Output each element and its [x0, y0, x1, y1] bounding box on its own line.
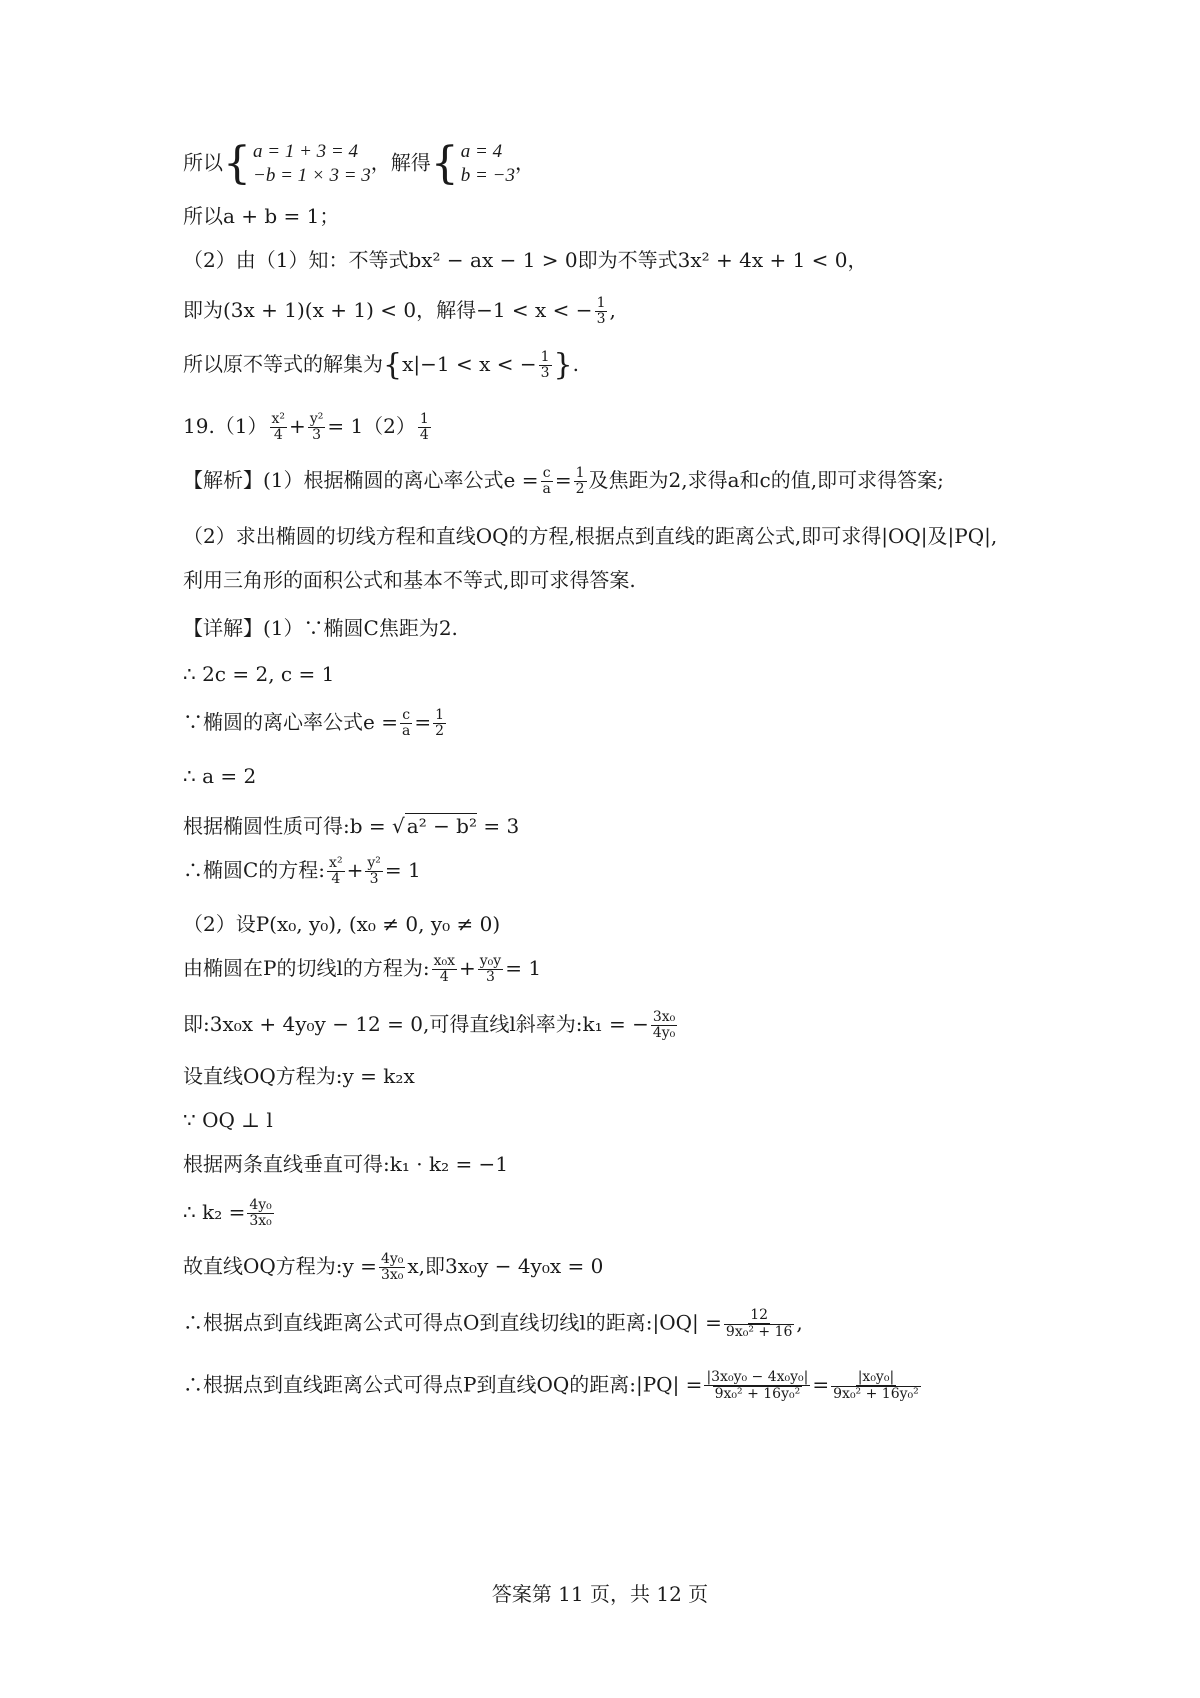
line-tangent-equation: 由椭圆在P的切线l的方程为: $\frac{\text{x₀x}}{4}$ + $\frac{\text{y₀y}}{3}$ = 1	[183, 953, 542, 985]
line-factor-solve: 即为(3x + 1)(x + 1) < 0，解得−1 < x < − $\frac{1}{3}$ ,	[183, 295, 616, 327]
line-detail-2: ∴ 2c = 2, c = 1	[183, 662, 335, 686]
line-system-solution: 所以 { a = 1 + 3 = 4 −b = 1 × 3 = 3 ，解得 { a = 4 b = −3 ，	[183, 138, 535, 189]
line-k2: ∴ k₂ = $\frac{\text{4y₀}}{\text{3x₀}}$	[183, 1197, 272, 1229]
line-part2-inequality: （2）由（1）知：不等式bx² − ax − 1 > 0即为不等式3x² + 4x + 1 < 0，	[183, 248, 868, 272]
line-ellipse-equation: ∴椭圆C的方程: $\frac{\text{x²}}{4}$ + $\frac{\text{y²}}{3}$ = 1	[183, 855, 421, 887]
line-q19-answer: 19.（1） $\frac{\text{x²}}{4}$ + $\frac{\text{y²}}{3}$ = 1（2） $\frac{1}{4}$	[183, 411, 429, 443]
line-analysis-3: 利用三角形的面积公式和基本不等式,即可求得答案.	[183, 568, 636, 592]
line-analysis-1: 【解析】(1）根据椭圆的离心率公式e = $\frac{c}{a}$ = $\frac{1}{2}$ 及焦距为2,求得a和c的值,即可求得答案;	[183, 465, 944, 497]
line-detail-a: ∴ a = 2	[183, 764, 257, 788]
line-detail-1: 【详解】(1）∵椭圆C焦距为2.	[183, 616, 458, 640]
line-slope-k1: 即:3x₀x + 4y₀y − 12 = 0,可得直线l斜率为:k₁ = − $\frac{\text{3x₀}}{\text{4y₀}}$	[183, 1009, 676, 1041]
line-solution-set: 所以原不等式的解集为{x|−1 < x < − $\frac{1}{3}$ }.	[183, 347, 579, 383]
line-analysis-2: （2）求出椭圆的切线方程和直线OQ的方程,根据点到直线的距离公式,即可求得|OQ|及|PQ|,	[183, 524, 998, 548]
line-a-plus-b: 所以a + b = 1；	[183, 204, 340, 228]
line-part2-set-p: （2）设P(x₀, y₀), (x₀ ≠ 0, y₀ ≠ 0)	[183, 912, 501, 936]
line-k1k2: 根据两条直线垂直可得:k₁ · k₂ = −1	[183, 1152, 509, 1176]
line-pq-distance: ∴根据点到直线距离公式可得点P到直线OQ的距离:|PQ| = $\frac{\text{|3x₀y₀ − 4x₀y₀|}}{\text{9x₀² + 16y₀²}}$ = $\frac{\text{|x₀y₀|}}{\text{9x₀² + 16y₀²}}$	[183, 1369, 919, 1402]
line-detail-eccentricity: ∵椭圆的离心率公式e = $\frac{c}{a}$ = $\frac{1}{2}$	[183, 707, 444, 739]
line-oq-equation: 设直线OQ方程为:y = k₂x	[183, 1064, 415, 1088]
line-perpendicular: ∵ OQ ⊥ l	[183, 1108, 273, 1132]
line-oq-final: 故直线OQ方程为:y = $\frac{\text{4y₀}}{\text{3x₀}}$ x,即3x₀y − 4y₀x = 0	[183, 1251, 604, 1283]
page-footer: 答案第 11 页，共 12 页	[491, 1582, 709, 1606]
line-oq-distance: ∴根据点到直线距离公式可得点O到直线切线l的距离:|OQ| = $\frac{12}{\text{9x₀² + 16}}$ ,	[183, 1307, 803, 1340]
line-detail-b: 根据椭圆性质可得:b = √ a² − b² = 3	[183, 814, 520, 838]
